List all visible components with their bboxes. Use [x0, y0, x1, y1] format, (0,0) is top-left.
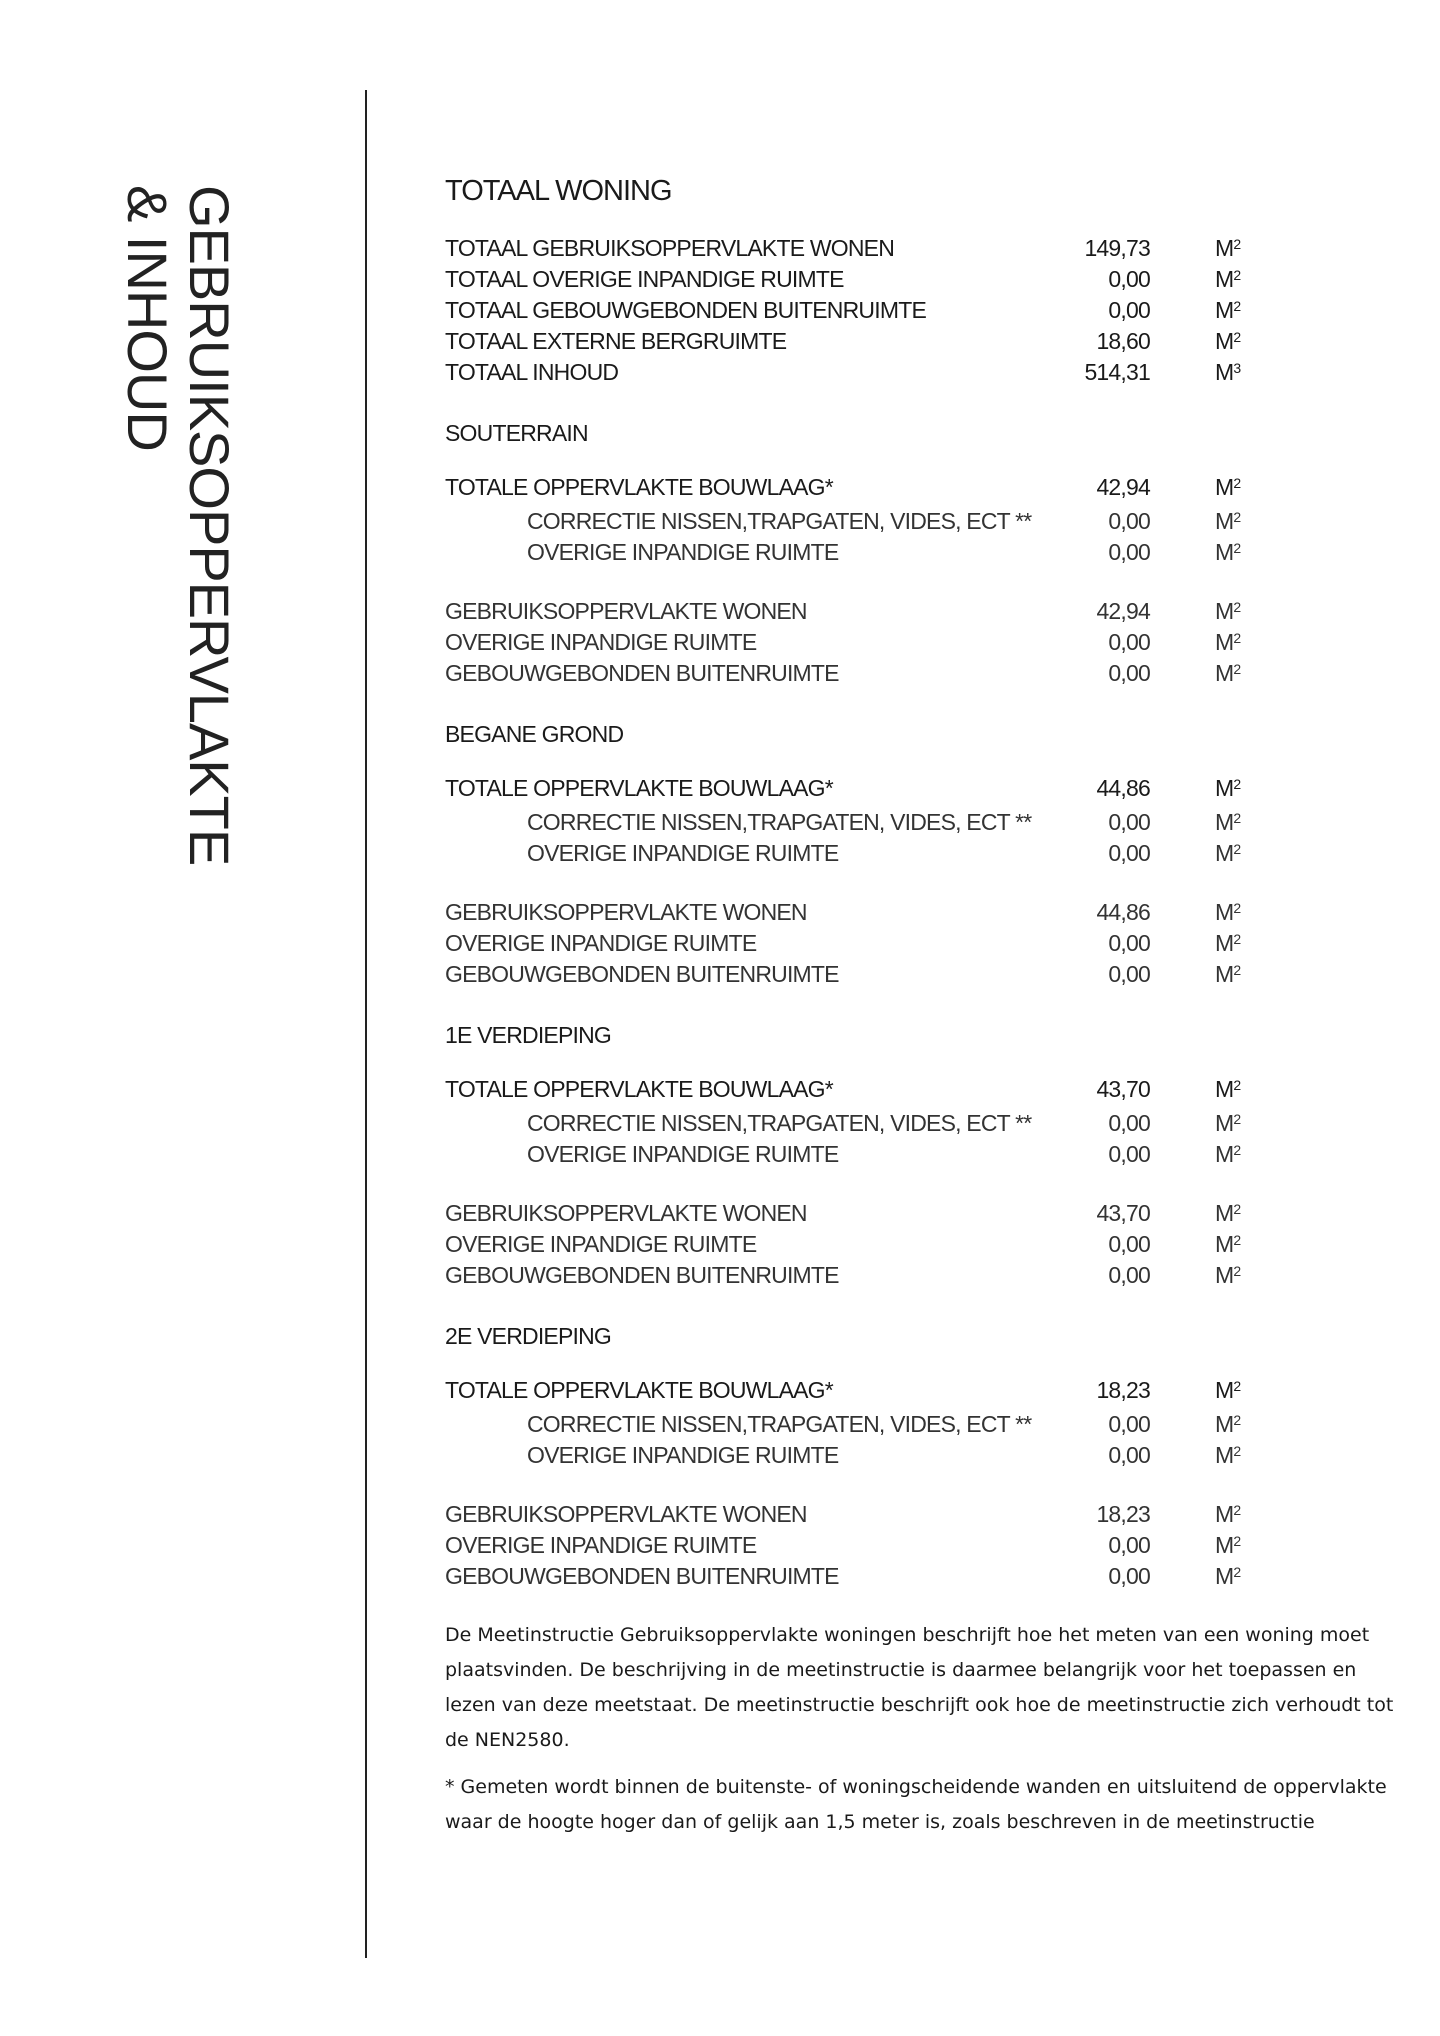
row-value: 42,94 [1096, 474, 1150, 500]
row-label: GEBRUIKSOPPERVLAKTE WONEN [445, 598, 807, 624]
footnote-paragraph: * Gemeten wordt binnen de buitenste- of woningscheidende wanden en uitsluitend de oppervlakte waar de hoogte hoger dan of gelijk aan 1,5 meter is, zoals beschreven in de meetinstructie [445, 1776, 1387, 1833]
row-value: 43,70 [1096, 1200, 1150, 1226]
section-row [445, 660, 1395, 691]
row-value: 0,00 [1108, 1442, 1150, 1468]
row-value: 0,00 [1108, 1262, 1150, 1288]
row-unit: $M^2$ [1215, 1141, 1241, 1167]
row-value: 0,00 [1108, 1141, 1150, 1167]
floor-section [445, 1323, 1395, 1594]
section-sub-row [445, 809, 1395, 840]
floor-sections [445, 420, 1395, 1594]
row-value: 44,86 [1096, 775, 1150, 801]
side-title-line2: & INHOUD [116, 185, 179, 451]
vertical-divider [365, 90, 367, 1958]
section-sub-row [445, 1141, 1395, 1172]
row-label: OVERIGE INPANDIGE RUIMTE [445, 629, 757, 655]
section-title: BEGANE GROND [445, 721, 624, 747]
spacer [445, 1172, 1395, 1200]
row-unit: $M^2$ [1215, 660, 1241, 686]
row-unit: $M^2$ [1215, 1532, 1241, 1558]
row-unit: $M^2$ [1215, 775, 1241, 801]
section-title: 2E VERDIEPING [445, 1323, 611, 1349]
row-label: TOTALE OPPERVLAKTE BOUWLAAG* [445, 775, 833, 801]
section-sub-row [445, 840, 1395, 871]
row-label: OVERIGE INPANDIGE RUIMTE [527, 1141, 839, 1167]
row-unit: $M^2$ [1215, 1110, 1241, 1136]
row-value: 0,00 [1108, 930, 1150, 956]
row-label: OVERIGE INPANDIGE RUIMTE [445, 1532, 757, 1558]
row-value: 43,70 [1096, 1076, 1150, 1102]
totals-row [445, 359, 1395, 390]
section-sub-row [445, 1411, 1395, 1442]
section-row [445, 1501, 1395, 1532]
row-value: 18,23 [1096, 1377, 1150, 1403]
row-unit: $M^2$ [1215, 1076, 1241, 1102]
totals-row [445, 235, 1395, 266]
row-label: OVERIGE INPANDIGE RUIMTE [445, 930, 757, 956]
row-unit: $M^2$ [1215, 1563, 1241, 1589]
row-unit: $M^2$ [1215, 598, 1241, 624]
section-total-row [445, 775, 1395, 809]
row-label: TOTAAL GEBOUWGEBONDEN BUITENRUIMTE [445, 297, 926, 323]
row-unit: $M^2$ [1215, 1200, 1241, 1226]
side-title [116, 185, 240, 865]
totals-row [445, 266, 1395, 297]
row-label: TOTALE OPPERVLAKTE BOUWLAAG* [445, 474, 833, 500]
floor-section [445, 420, 1395, 691]
row-label: OVERIGE INPANDIGE RUIMTE [527, 539, 839, 565]
row-label: TOTAAL OVERIGE INPANDIGE RUIMTE [445, 266, 844, 292]
section-row [445, 1532, 1395, 1563]
row-value: 149,73 [1084, 235, 1150, 261]
section-sub-row [445, 508, 1395, 539]
section-row [445, 629, 1395, 660]
row-unit: $M^2$ [1215, 508, 1241, 534]
row-unit: $M^2$ [1215, 840, 1241, 866]
row-value: 0,00 [1108, 539, 1150, 565]
row-value: 44,86 [1096, 899, 1150, 925]
totals-row [445, 328, 1395, 359]
section-sub-row [445, 539, 1395, 570]
section-sub-row [445, 1442, 1395, 1473]
row-unit: $M^2$ [1215, 930, 1241, 956]
floor-section [445, 1022, 1395, 1293]
row-value: 0,00 [1108, 508, 1150, 534]
row-label: OVERIGE INPANDIGE RUIMTE [527, 1442, 839, 1468]
row-value: 0,00 [1108, 629, 1150, 655]
row-label: GEBOUWGEBONDEN BUITENRUIMTE [445, 961, 839, 987]
section-row [445, 1563, 1395, 1594]
row-unit: $M^2$ [1215, 899, 1241, 925]
row-unit: $M^2$ [1215, 539, 1241, 565]
row-value: 0,00 [1108, 1231, 1150, 1257]
floor-section [445, 721, 1395, 992]
row-value: 0,00 [1108, 1532, 1150, 1558]
spacer [445, 1473, 1395, 1501]
row-unit: $M^2$ [1215, 1501, 1241, 1527]
row-label: OVERIGE INPANDIGE RUIMTE [527, 840, 839, 866]
row-value: 0,00 [1108, 1110, 1150, 1136]
row-value: 18,60 [1096, 328, 1150, 354]
row-unit: $M^2$ [1215, 1411, 1241, 1437]
spacer [445, 871, 1395, 899]
row-label: CORRECTIE NISSEN,TRAPGATEN, VIDES, ECT ** [527, 809, 1032, 835]
row-unit: $M^2$ [1215, 235, 1241, 261]
section-total-row [445, 1076, 1395, 1110]
row-value: 0,00 [1108, 840, 1150, 866]
row-value: 18,23 [1096, 1501, 1150, 1527]
section-sub-row [445, 1110, 1395, 1141]
row-label: CORRECTIE NISSEN,TRAPGATEN, VIDES, ECT ** [527, 1411, 1032, 1437]
section-title: 1E VERDIEPING [445, 1022, 611, 1048]
row-unit: $M^2$ [1215, 1377, 1241, 1403]
row-label: GEBRUIKSOPPERVLAKTE WONEN [445, 899, 807, 925]
row-label: CORRECTIE NISSEN,TRAPGATEN, VIDES, ECT ** [527, 1110, 1032, 1136]
section-row [445, 598, 1395, 629]
main-title: TOTAAL WONING [445, 175, 672, 207]
section-total-row [445, 474, 1395, 508]
row-label: GEBOUWGEBONDEN BUITENRUIMTE [445, 660, 839, 686]
row-label: OVERIGE INPANDIGE RUIMTE [445, 1231, 757, 1257]
row-value: 0,00 [1108, 266, 1150, 292]
row-unit: $M^2$ [1215, 809, 1241, 835]
row-label: TOTAAL INHOUD [445, 359, 619, 385]
row-label: GEBRUIKSOPPERVLAKTE WONEN [445, 1200, 807, 1226]
section-title: SOUTERRAIN [445, 420, 588, 446]
row-label: TOTALE OPPERVLAKTE BOUWLAAG* [445, 1076, 833, 1102]
content [445, 175, 1395, 1840]
row-unit: $M^2$ [1215, 1442, 1241, 1468]
row-label: GEBOUWGEBONDEN BUITENRUIMTE [445, 1262, 839, 1288]
row-value: 0,00 [1108, 297, 1150, 323]
row-label: TOTAAL GEBRUIKSOPPERVLAKTE WONEN [445, 235, 894, 261]
row-value: 0,00 [1108, 1411, 1150, 1437]
row-value: 514,31 [1084, 359, 1150, 385]
row-unit: $M^2$ [1215, 1231, 1241, 1257]
section-total-row [445, 1377, 1395, 1411]
side-title-line1: GEBRUIKSOPPERVLAKTE [178, 185, 241, 866]
row-label: GEBOUWGEBONDEN BUITENRUIMTE [445, 1563, 839, 1589]
section-row [445, 930, 1395, 961]
row-unit: $M^2$ [1215, 328, 1241, 354]
totals-row [445, 297, 1395, 328]
row-value: 0,00 [1108, 1563, 1150, 1589]
row-label: TOTAAL EXTERNE BERGRUIMTE [445, 328, 787, 354]
row-unit: $M^3$ [1215, 359, 1241, 385]
section-row [445, 961, 1395, 992]
row-unit: $M^2$ [1215, 297, 1241, 323]
section-row [445, 1231, 1395, 1262]
row-value: 0,00 [1108, 809, 1150, 835]
totals-list [445, 235, 1395, 390]
section-row [445, 1262, 1395, 1293]
row-value: 0,00 [1108, 660, 1150, 686]
row-unit: $M^2$ [1215, 266, 1241, 292]
row-unit: $M^2$ [1215, 961, 1241, 987]
row-value: 0,00 [1108, 961, 1150, 987]
row-label: GEBRUIKSOPPERVLAKTE WONEN [445, 1501, 807, 1527]
section-row [445, 1200, 1395, 1231]
row-unit: $M^2$ [1215, 629, 1241, 655]
instruction-paragraph: De Meetinstructie Gebruiksoppervlakte woningen beschrijft hoe het meten van een woning moet plaatsvinden. De beschrijving in de meetinstructie is daarmee belangrijk voor het toepassen en lezen van deze meetstaat. De meetinstructie beschrijft ook hoe de meetinstructie zich verhoudt tot de NEN2580. [445, 1624, 1394, 1751]
row-unit: $M^2$ [1215, 1262, 1241, 1288]
row-unit: $M^2$ [1215, 474, 1241, 500]
row-label: CORRECTIE NISSEN,TRAPGATEN, VIDES, ECT ** [527, 508, 1032, 534]
row-value: 42,94 [1096, 598, 1150, 624]
row-label: TOTALE OPPERVLAKTE BOUWLAAG* [445, 1377, 833, 1403]
section-row [445, 899, 1395, 930]
spacer [445, 570, 1395, 598]
